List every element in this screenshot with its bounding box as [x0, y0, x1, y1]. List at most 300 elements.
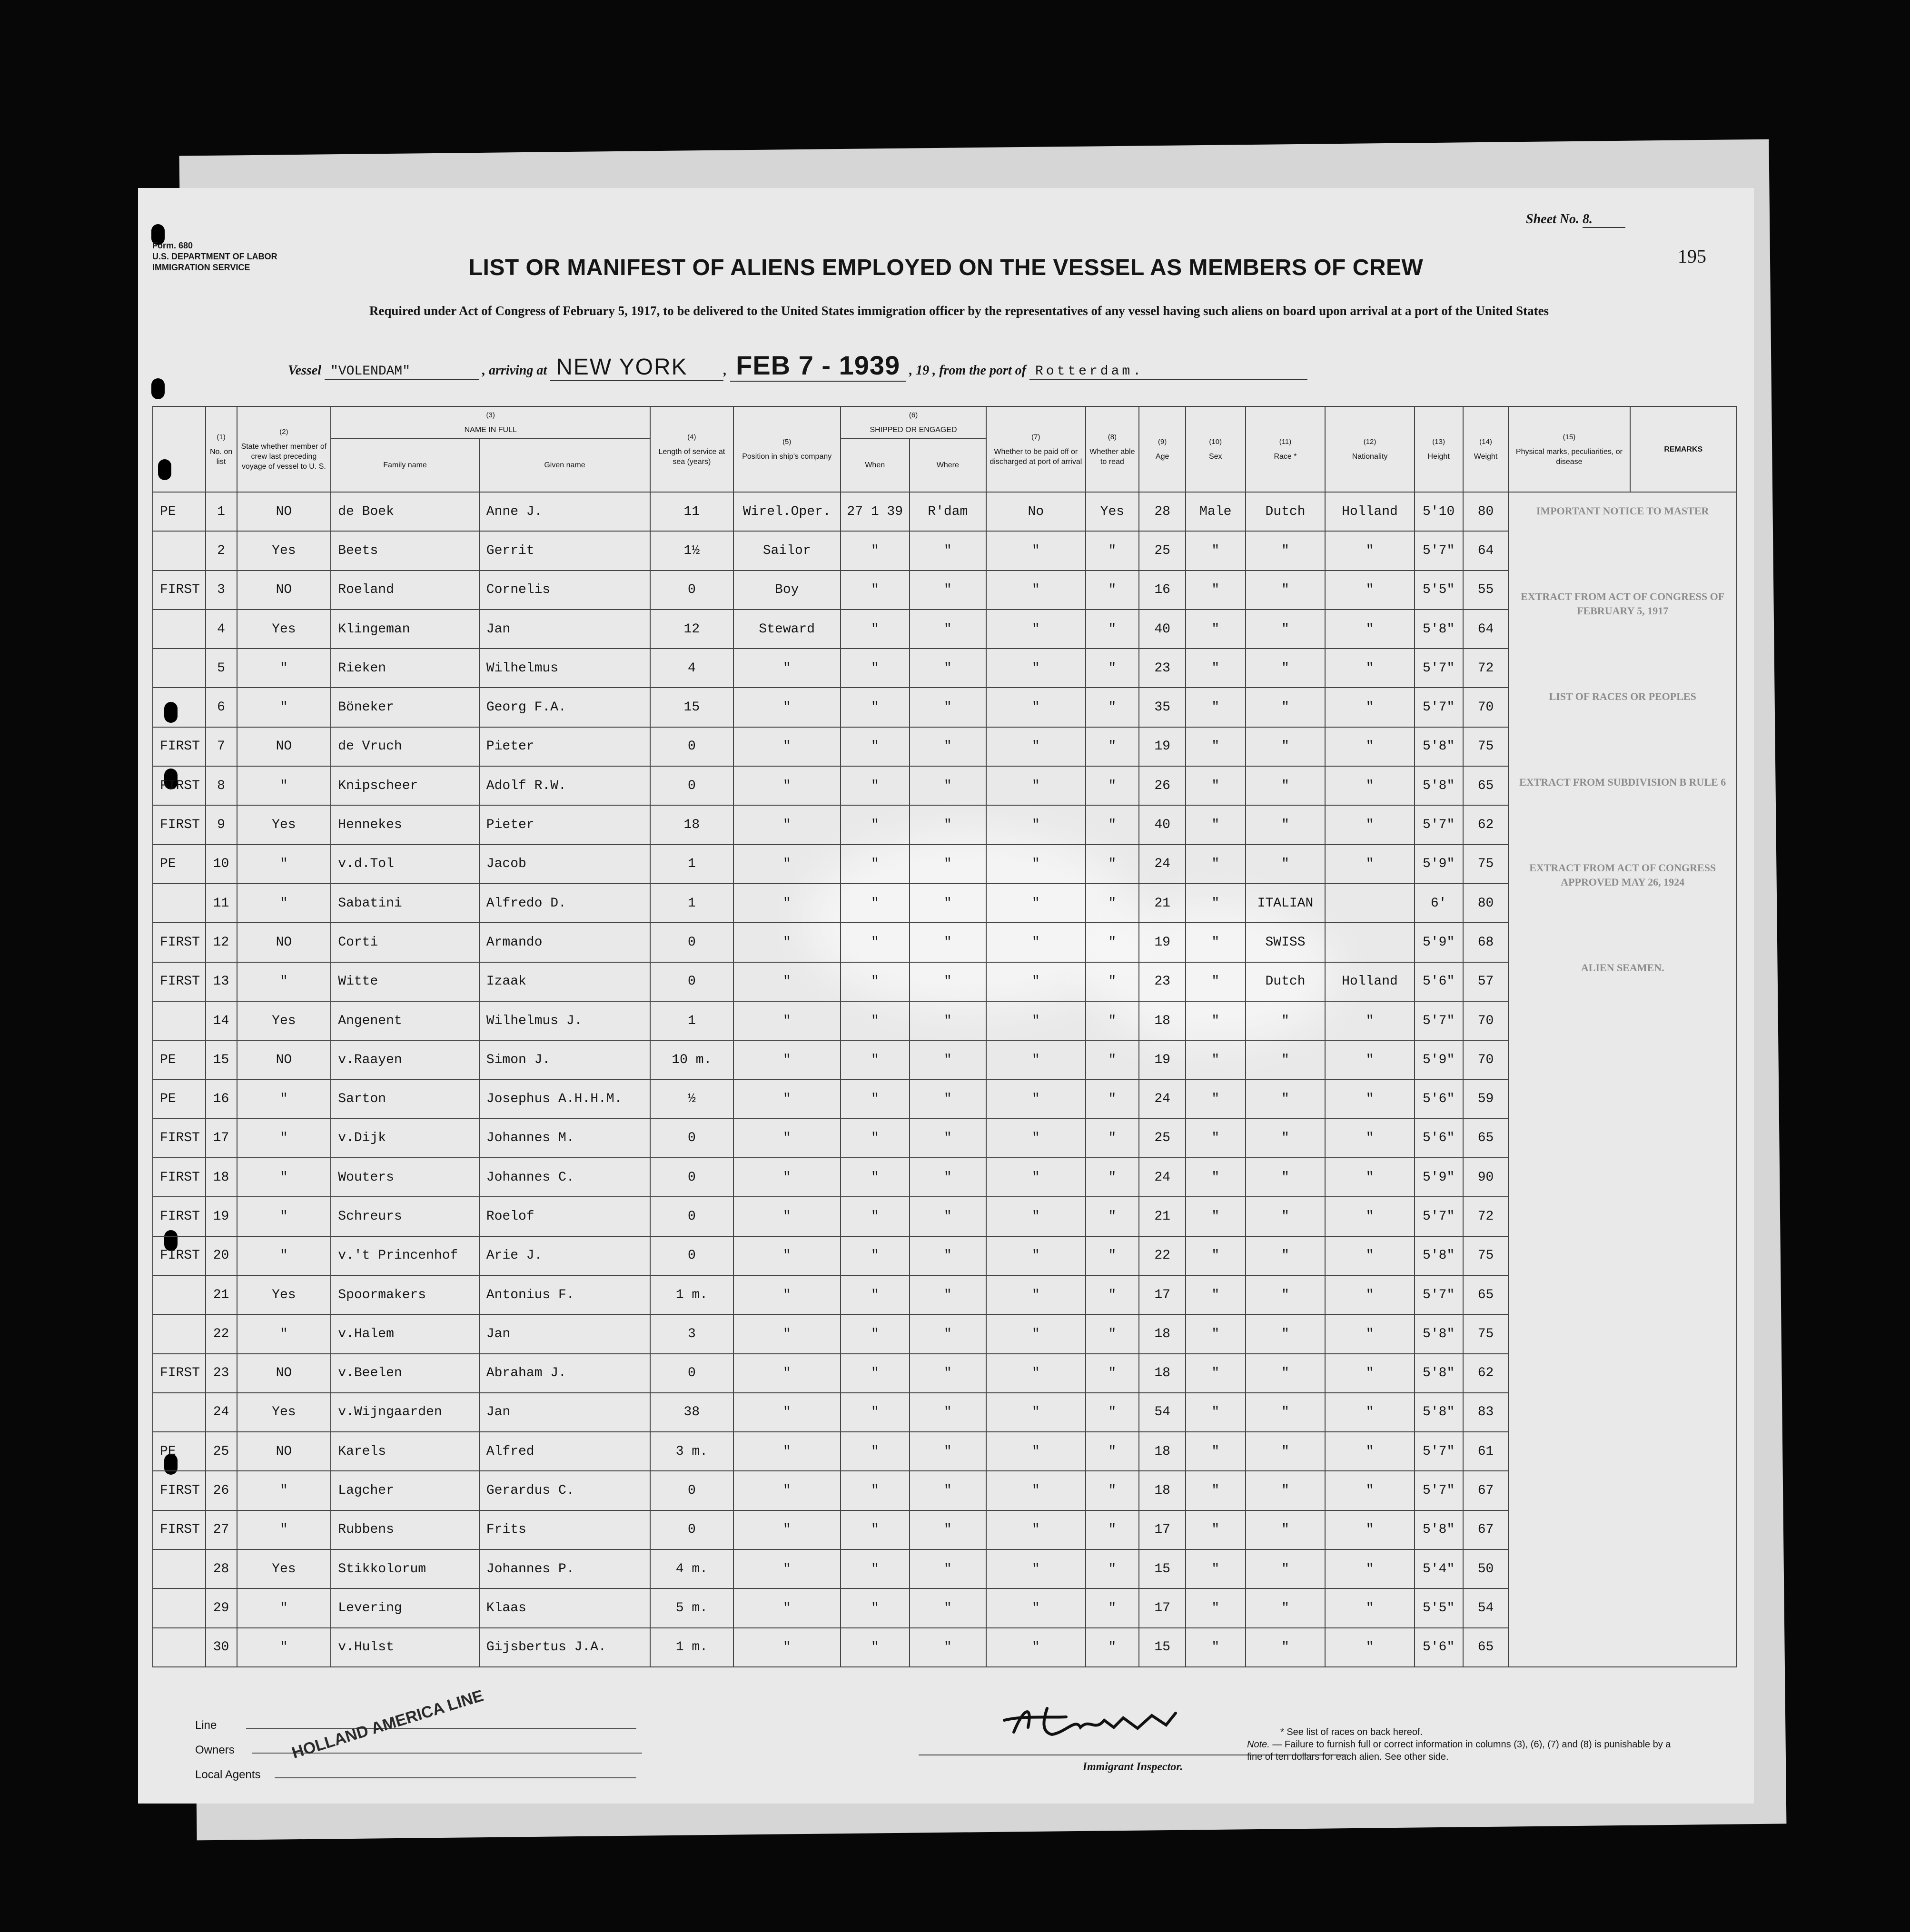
cell-margin-note	[153, 1275, 206, 1314]
cell-race: Dutch	[1246, 962, 1326, 1001]
cell-weight: 70	[1463, 688, 1509, 727]
cell-engaged-where: "	[910, 688, 987, 727]
cell-engaged-when: "	[841, 1588, 910, 1627]
cell-family-name: Witte	[331, 962, 479, 1001]
cell-weight: 57	[1463, 962, 1509, 1001]
cell-row-number: 19	[206, 1197, 237, 1236]
cell-height: 5'8"	[1415, 727, 1463, 766]
cell-sex: "	[1186, 1393, 1245, 1432]
cell-sex: "	[1186, 805, 1245, 844]
cell-prior-voyage: Yes	[237, 531, 331, 570]
cell-engaged-where: "	[910, 1588, 987, 1627]
table-row	[153, 1549, 1737, 1588]
cell-age: 35	[1139, 688, 1186, 727]
cell-service-length: 0	[650, 1510, 733, 1549]
agents-field	[275, 1777, 636, 1778]
cell-engaged-when: "	[841, 884, 910, 923]
cell-age: 18	[1139, 1314, 1186, 1353]
cell-engaged-where: "	[910, 531, 987, 570]
cell-margin-note	[153, 1001, 206, 1040]
cell-weight: 68	[1463, 923, 1509, 962]
cell-weight: 62	[1463, 1354, 1509, 1393]
cell-given-name: Gijsbertus J.A.	[479, 1628, 650, 1667]
cell-age: 24	[1139, 1079, 1186, 1118]
cell-nationality: "	[1325, 531, 1414, 570]
cell-service-length: 0	[650, 1236, 733, 1275]
cell-able-to-read: "	[1086, 1628, 1139, 1667]
table-row	[153, 727, 1737, 766]
cell-nationality: "	[1325, 1001, 1414, 1040]
cell-ship-position: "	[733, 766, 841, 805]
cell-engaged-when: "	[841, 1158, 910, 1197]
cell-sex: "	[1186, 1197, 1245, 1236]
cell-ship-position: "	[733, 1471, 841, 1510]
cell-age: 25	[1139, 531, 1186, 570]
cell-age: 21	[1139, 884, 1186, 923]
col-height-header: (13) Height	[1415, 406, 1463, 492]
cell-row-number: 21	[206, 1275, 237, 1314]
cell-age: 17	[1139, 1510, 1186, 1549]
col-paid-header: (7) Whether to be paid off or discharged at port of arrival	[986, 406, 1085, 492]
from-label: , from the port of	[932, 363, 1026, 378]
cell-paid-off: "	[986, 1040, 1085, 1079]
cell-prior-voyage: Yes	[237, 1001, 331, 1040]
table-row	[153, 1275, 1737, 1314]
cell-age: 18	[1139, 1471, 1186, 1510]
table-row	[153, 610, 1737, 649]
cell-prior-voyage: "	[237, 766, 331, 805]
cell-ship-position: "	[733, 1314, 841, 1353]
cell-engaged-where: "	[910, 923, 987, 962]
cell-able-to-read: "	[1086, 766, 1139, 805]
cell-nationality: "	[1325, 610, 1414, 649]
cell-engaged-where: "	[910, 1432, 987, 1471]
cell-race: "	[1246, 1158, 1326, 1197]
col-race-header: (11) Race *	[1246, 406, 1326, 492]
cell-nationality	[1325, 923, 1414, 962]
cell-row-number: 11	[206, 884, 237, 923]
cell-race: ITALIAN	[1246, 884, 1326, 923]
cell-age: 23	[1139, 649, 1186, 688]
cell-race: "	[1246, 766, 1326, 805]
cell-given-name: Jan	[479, 1393, 650, 1432]
cell-ship-position: "	[733, 1549, 841, 1588]
cell-paid-off: "	[986, 649, 1085, 688]
cell-given-name: Alfred	[479, 1432, 650, 1471]
cell-given-name: Gerrit	[479, 531, 650, 570]
cell-prior-voyage: Yes	[237, 1393, 331, 1432]
cell-row-number: 10	[206, 845, 237, 884]
cell-weight: 64	[1463, 531, 1509, 570]
cell-service-length: 5 m.	[650, 1588, 733, 1627]
cell-given-name: Pieter	[479, 727, 650, 766]
cell-row-number: 4	[206, 610, 237, 649]
cell-sex: "	[1186, 649, 1245, 688]
cell-paid-off: "	[986, 1393, 1085, 1432]
cell-able-to-read: "	[1086, 688, 1139, 727]
cell-nationality: "	[1325, 1510, 1414, 1549]
cell-sex: "	[1186, 1549, 1245, 1588]
cell-age: 54	[1139, 1393, 1186, 1432]
table-row	[153, 1001, 1737, 1040]
cell-given-name: Antonius F.	[479, 1275, 650, 1314]
cell-family-name: Wouters	[331, 1158, 479, 1197]
cell-race: "	[1246, 1588, 1326, 1627]
cell-height: 5'9"	[1415, 845, 1463, 884]
cell-service-length: 0	[650, 766, 733, 805]
cell-margin-note	[153, 1314, 206, 1353]
departure-port: Rotterdam.	[1029, 364, 1307, 380]
cell-weight: 67	[1463, 1510, 1509, 1549]
cell-service-length: 0	[650, 727, 733, 766]
cell-prior-voyage: "	[237, 1510, 331, 1549]
cell-ship-position: "	[733, 649, 841, 688]
table-row	[153, 1314, 1737, 1353]
cell-given-name: Johannes M.	[479, 1119, 650, 1158]
cell-engaged-when: "	[841, 845, 910, 884]
cell-able-to-read: "	[1086, 610, 1139, 649]
cell-given-name: Johannes P.	[479, 1549, 650, 1588]
cell-given-name: Jan	[479, 1314, 650, 1353]
cell-able-to-read: "	[1086, 1314, 1139, 1353]
table-row	[153, 845, 1737, 884]
cell-race: "	[1246, 1471, 1326, 1510]
cell-sex: Male	[1186, 492, 1245, 531]
table-row	[153, 805, 1737, 844]
cell-engaged-where: "	[910, 1197, 987, 1236]
cell-sex: "	[1186, 727, 1245, 766]
cell-margin-note	[153, 884, 206, 923]
cell-age: 26	[1139, 766, 1186, 805]
cell-family-name: Karels	[331, 1432, 479, 1471]
cell-engaged-where: "	[910, 1354, 987, 1393]
cell-engaged-when: "	[841, 1393, 910, 1432]
cell-paid-off: "	[986, 1119, 1085, 1158]
cell-race: "	[1246, 1275, 1326, 1314]
arrival-port: NEW YORK	[550, 354, 723, 381]
inspector-label: Immigrant Inspector.	[1082, 1761, 1183, 1773]
cell-margin-note: FIRST	[153, 727, 206, 766]
cell-paid-off: "	[986, 1549, 1085, 1588]
cell-ship-position: "	[733, 1119, 841, 1158]
cell-row-number: 15	[206, 1040, 237, 1079]
cell-able-to-read: "	[1086, 1197, 1139, 1236]
cell-given-name: Izaak	[479, 962, 650, 1001]
cell-engaged-where: "	[910, 1079, 987, 1118]
cell-prior-voyage: "	[237, 1471, 331, 1510]
cell-service-length: 0	[650, 1197, 733, 1236]
cell-prior-voyage: NO	[237, 571, 331, 610]
cell-race: "	[1246, 1393, 1326, 1432]
cell-sex: "	[1186, 1314, 1245, 1353]
cell-margin-note: FIRST	[153, 766, 206, 805]
cell-ship-position: "	[733, 1628, 841, 1667]
cell-margin-note	[153, 649, 206, 688]
cell-weight: 65	[1463, 766, 1509, 805]
cell-age: 18	[1139, 1432, 1186, 1471]
cell-age: 15	[1139, 1628, 1186, 1667]
cell-race: "	[1246, 1001, 1326, 1040]
cell-race: "	[1246, 1628, 1326, 1667]
cell-family-name: Corti	[331, 923, 479, 962]
cell-sex: "	[1186, 1588, 1245, 1627]
cell-engaged-where: "	[910, 1119, 987, 1158]
cell-prior-voyage: Yes	[237, 1275, 331, 1314]
cell-row-number: 14	[206, 1001, 237, 1040]
cell-prior-voyage: "	[237, 884, 331, 923]
cell-engaged-when: "	[841, 1628, 910, 1667]
cell-age: 22	[1139, 1236, 1186, 1275]
cell-service-length: ½	[650, 1079, 733, 1118]
cell-height: 5'5"	[1415, 571, 1463, 610]
cell-sex: "	[1186, 766, 1245, 805]
cell-nationality: "	[1325, 845, 1414, 884]
cell-family-name: v.'t Princenhof	[331, 1236, 479, 1275]
cell-prior-voyage: NO	[237, 923, 331, 962]
cell-weight: 50	[1463, 1549, 1509, 1588]
cell-sex: "	[1186, 1158, 1245, 1197]
cell-height: 6'	[1415, 884, 1463, 923]
cell-family-name: Rubbens	[331, 1510, 479, 1549]
col-nationality-header: (12) Nationality	[1325, 406, 1414, 492]
cell-row-number: 6	[206, 688, 237, 727]
cell-nationality: "	[1325, 1354, 1414, 1393]
cell-margin-note: PE	[153, 492, 206, 531]
cell-nationality: "	[1325, 1628, 1414, 1667]
cell-given-name: Abraham J.	[479, 1354, 650, 1393]
cell-family-name: de Boek	[331, 492, 479, 531]
cell-given-name: Wilhelmus J.	[479, 1001, 650, 1040]
cell-age: 17	[1139, 1275, 1186, 1314]
cell-weight: 55	[1463, 571, 1509, 610]
cell-service-length: 12	[650, 610, 733, 649]
cell-family-name: de Vruch	[331, 727, 479, 766]
cell-nationality: "	[1325, 649, 1414, 688]
cell-nationality: "	[1325, 1275, 1414, 1314]
cell-able-to-read: "	[1086, 1588, 1139, 1627]
cell-paid-off: "	[986, 571, 1085, 610]
cell-margin-note: FIRST	[153, 1197, 206, 1236]
cell-height: 5'8"	[1415, 1236, 1463, 1275]
cell-row-number: 17	[206, 1119, 237, 1158]
table-row	[153, 1628, 1737, 1667]
footnote	[1247, 1726, 1675, 1763]
cell-age: 19	[1139, 923, 1186, 962]
cell-paid-off: No	[986, 492, 1085, 531]
cell-height: 5'8"	[1415, 610, 1463, 649]
cell-able-to-read: "	[1086, 1393, 1139, 1432]
cell-row-number: 28	[206, 1549, 237, 1588]
cell-engaged-when: "	[841, 1314, 910, 1353]
cell-ship-position: "	[733, 845, 841, 884]
cell-ship-position: "	[733, 1236, 841, 1275]
cell-row-number: 26	[206, 1471, 237, 1510]
cell-row-number: 7	[206, 727, 237, 766]
cell-engaged-when: "	[841, 1236, 910, 1275]
cell-given-name: Gerardus C.	[479, 1471, 650, 1510]
cell-weight: 75	[1463, 727, 1509, 766]
cell-ship-position: "	[733, 805, 841, 844]
cell-height: 5'9"	[1415, 923, 1463, 962]
cell-row-number: 23	[206, 1354, 237, 1393]
cell-ship-position: "	[733, 1393, 841, 1432]
cell-service-length: 0	[650, 923, 733, 962]
cell-height: 5'4"	[1415, 1549, 1463, 1588]
cell-able-to-read: "	[1086, 845, 1139, 884]
cell-engaged-where: "	[910, 1040, 987, 1079]
table-row	[153, 688, 1737, 727]
cell-engaged-when: "	[841, 805, 910, 844]
cell-weight: 75	[1463, 845, 1509, 884]
cell-family-name: v.Dijk	[331, 1119, 479, 1158]
cell-prior-voyage: "	[237, 688, 331, 727]
bleed-heading-notice-title: IMPORTANT NOTICE TO MASTER	[1536, 505, 1709, 517]
cell-prior-voyage: "	[237, 1236, 331, 1275]
owners-label: Owners	[195, 1744, 235, 1756]
cell-race: "	[1246, 1119, 1326, 1158]
cell-paid-off: "	[986, 1432, 1085, 1471]
cell-sex: "	[1186, 1079, 1245, 1118]
cell-paid-off: "	[986, 1079, 1085, 1118]
cell-service-length: 1	[650, 1001, 733, 1040]
col-family-header: Family name	[331, 439, 479, 493]
cell-prior-voyage: NO	[237, 492, 331, 531]
cell-given-name: Jan	[479, 610, 650, 649]
margin-header	[153, 406, 206, 492]
cell-row-number: 16	[206, 1079, 237, 1118]
cell-engaged-where: "	[910, 1628, 987, 1667]
cell-able-to-read: "	[1086, 1236, 1139, 1275]
cell-service-length: 1	[650, 884, 733, 923]
cell-sex: "	[1186, 923, 1245, 962]
bleed-heading-extract-1924: EXTRACT FROM ACT OF CONGRESS APPROVED MAY 26, 1924	[1529, 862, 1716, 888]
cell-family-name: v.Beelen	[331, 1354, 479, 1393]
cell-race: Dutch	[1246, 492, 1326, 531]
cell-prior-voyage: Yes	[237, 610, 331, 649]
manifest-sheet	[138, 188, 1754, 1804]
cell-able-to-read: "	[1086, 884, 1139, 923]
cell-paid-off: "	[986, 531, 1085, 570]
cell-row-number: 3	[206, 571, 237, 610]
cell-prior-voyage: "	[237, 962, 331, 1001]
bleed-heading-extract-rule6: EXTRACT FROM SUBDIVISION B RULE 6	[1519, 776, 1726, 788]
cell-given-name: Wilhelmus	[479, 649, 650, 688]
table-row	[153, 531, 1737, 570]
cell-ship-position: "	[733, 727, 841, 766]
cell-given-name: Adolf R.W.	[479, 766, 650, 805]
cell-engaged-where: "	[910, 571, 987, 610]
cell-age: 18	[1139, 1001, 1186, 1040]
cell-height: 5'7"	[1415, 1432, 1463, 1471]
cell-ship-position: "	[733, 1275, 841, 1314]
cell-race: "	[1246, 727, 1326, 766]
cell-family-name: Rieken	[331, 649, 479, 688]
cell-weight: 59	[1463, 1079, 1509, 1118]
cell-ship-position: "	[733, 1079, 841, 1118]
bleed-heading-alien-seamen: ALIEN SEAMEN.	[1581, 962, 1664, 974]
cell-race: "	[1246, 688, 1326, 727]
cell-ship-position: Wirel.Oper.	[733, 492, 841, 531]
cell-engaged-when: "	[841, 1197, 910, 1236]
cell-given-name: Cornelis	[479, 571, 650, 610]
cell-sex: "	[1186, 1510, 1245, 1549]
cell-weight: 54	[1463, 1588, 1509, 1627]
cell-margin-note: FIRST	[153, 1119, 206, 1158]
cell-service-length: 1	[650, 845, 733, 884]
cell-row-number: 29	[206, 1588, 237, 1627]
cell-service-length: 1 m.	[650, 1275, 733, 1314]
cell-nationality: Holland	[1325, 962, 1414, 1001]
cell-given-name: Roelof	[479, 1197, 650, 1236]
cell-age: 17	[1139, 1588, 1186, 1627]
cell-ship-position: "	[733, 1432, 841, 1471]
col-no-header: (1) No. on list	[206, 406, 237, 492]
cell-prior-voyage: "	[237, 1628, 331, 1667]
cell-engaged-when: "	[841, 923, 910, 962]
cell-paid-off: "	[986, 1001, 1085, 1040]
cell-height: 5'6"	[1415, 1628, 1463, 1667]
cell-service-length: 4	[650, 649, 733, 688]
cell-engaged-where: "	[910, 962, 987, 1001]
cell-engaged-when: "	[841, 1354, 910, 1393]
cell-given-name: Arie J.	[479, 1236, 650, 1275]
cell-ship-position: "	[733, 1040, 841, 1079]
cell-age: 21	[1139, 1197, 1186, 1236]
cell-family-name: v.Raayen	[331, 1040, 479, 1079]
cell-engaged-where: R'dam	[910, 492, 987, 531]
table-row	[153, 884, 1737, 923]
cell-sex: "	[1186, 1354, 1245, 1393]
cell-height: 5'9"	[1415, 1040, 1463, 1079]
cell-prior-voyage: "	[237, 1197, 331, 1236]
cell-able-to-read: "	[1086, 1119, 1139, 1158]
cell-height: 5'7"	[1415, 1001, 1463, 1040]
cell-race: "	[1246, 571, 1326, 610]
cell-service-length: 1 m.	[650, 1628, 733, 1667]
cell-able-to-read: Yes	[1086, 492, 1139, 531]
col-name-header: (3) NAME IN FULL	[331, 406, 650, 439]
cell-sex: "	[1186, 845, 1245, 884]
cell-given-name: Josephus A.H.H.M.	[479, 1079, 650, 1118]
cell-height: 5'9"	[1415, 1158, 1463, 1197]
crew-table	[152, 406, 1737, 1667]
cell-sex: "	[1186, 1040, 1245, 1079]
cell-sex: "	[1186, 1275, 1245, 1314]
cell-nationality: "	[1325, 688, 1414, 727]
cell-engaged-when: "	[841, 531, 910, 570]
cell-nationality: "	[1325, 1119, 1414, 1158]
cell-given-name: Klaas	[479, 1588, 650, 1627]
cell-margin-note: PE	[153, 845, 206, 884]
cell-nationality: "	[1325, 1432, 1414, 1471]
table-row	[153, 1236, 1737, 1275]
cell-able-to-read: "	[1086, 1079, 1139, 1118]
cell-engaged-where: "	[910, 1314, 987, 1353]
table-row	[153, 1158, 1737, 1197]
cell-engaged-when: "	[841, 610, 910, 649]
cell-family-name: v.d.Tol	[331, 845, 479, 884]
cell-family-name: Levering	[331, 1588, 479, 1627]
cell-nationality: Holland	[1325, 492, 1414, 531]
cell-paid-off: "	[986, 1236, 1085, 1275]
cell-ship-position: "	[733, 923, 841, 962]
cell-row-number: 1	[206, 492, 237, 531]
sheet-label: Sheet No.	[1526, 212, 1579, 227]
cell-service-length: 0	[650, 1158, 733, 1197]
cell-margin-note: FIRST	[153, 1471, 206, 1510]
table-row	[153, 571, 1737, 610]
cell-age: 40	[1139, 805, 1186, 844]
